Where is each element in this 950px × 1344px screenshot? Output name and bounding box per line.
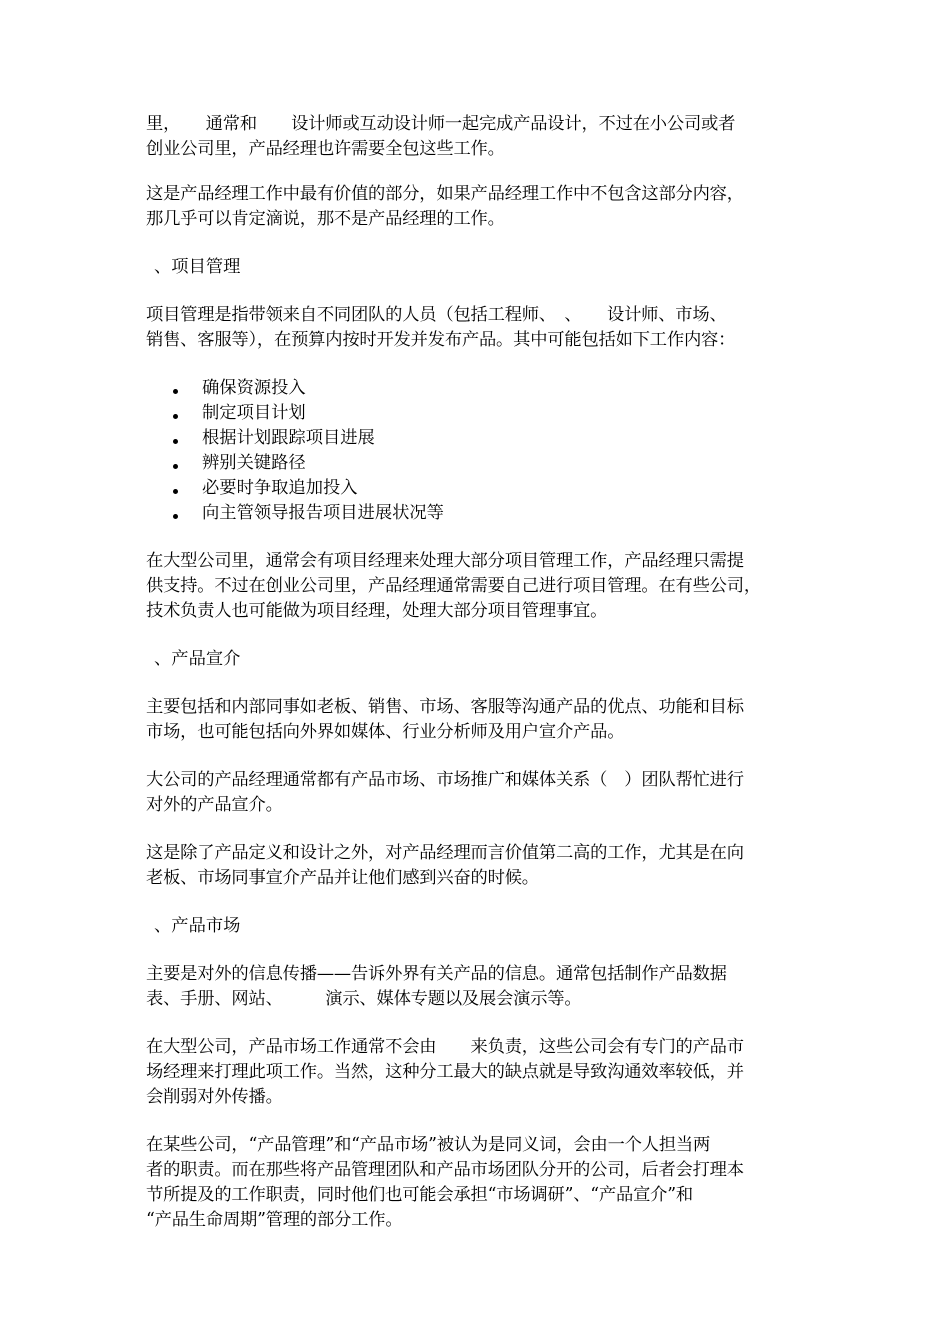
text-line: 主要包括和内部同事如老板、销售、市场、客服等沟通产品的优点、功能和目标 (146, 697, 744, 717)
text-line: 那几乎可以肯定滴说，那不是产品经理的工作。 (146, 209, 505, 229)
list-item: 制定项目计划 (146, 401, 812, 426)
list-item: 确保资源投入 (146, 376, 812, 401)
text-line: 销售、客服等），在预算内按时开发并发布产品。其中可能包括如下工作内容： (146, 330, 736, 350)
bullet-icon (173, 439, 178, 444)
text-line: 对外的产品宣介。 (146, 795, 283, 815)
paragraph-second-value (146, 841, 812, 891)
text-line: 会削弱对外传播。 (146, 1087, 283, 1107)
paragraph-project-management (146, 303, 812, 353)
text-line: “产品生命周期”管理的部分工作。 (146, 1210, 403, 1230)
section-heading-project-management: 、项目管理 (154, 257, 241, 277)
text-line: 这是产品经理工作中最有价值的部分，如果产品经理工作中不包含这部分内容， (146, 184, 744, 204)
task-list (146, 376, 812, 526)
list-item: 向主管领导报告项目进展状况等 (146, 501, 812, 526)
section-heading-product-evangelism: 、产品宣介 (154, 649, 241, 669)
paragraph-synonyms (146, 1133, 812, 1233)
paragraph-marketing-large (146, 1035, 812, 1110)
text-line: 项目管理是指带领来自不同团队的人员（包括工程师、 、 设计师、市场、 (146, 305, 727, 325)
text-line: 大公司的产品经理通常都有产品市场、市场推广和媒体关系（ ）团队帮忙进行 (146, 770, 744, 790)
text-line: 主要是对外的信息传播——告诉外界有关产品的信息。通常包括制作产品数据 (146, 964, 727, 984)
paragraph-design (146, 112, 812, 162)
bullet-icon (173, 414, 178, 419)
text-line: 在大型公司，产品市场工作通常不会由 来负责，这些公司会有专门的产品市 (146, 1037, 744, 1057)
section-heading-product-marketing: 、产品市场 (154, 916, 241, 936)
text-line: 老板、市场同事宣介产品并让他们感到兴奋的时候。 (146, 868, 539, 888)
paragraph-large-company (146, 549, 812, 624)
list-item: 必要时争取追加投入 (146, 476, 812, 501)
text-line: 者的职责。而在那些将产品管理团队和产品市场团队分开的公司，后者会打理本 (146, 1160, 744, 1180)
text-line: 技术负责人也可能做为项目经理，处理大部分项目管理事宜。 (146, 601, 608, 621)
document-page (146, 112, 812, 1233)
list-item: 根据计划跟踪项目进展 (146, 426, 812, 451)
text-line: 创业公司里，产品经理也许需要全包这些工作。 (146, 139, 505, 159)
paragraph-value (146, 182, 812, 232)
bullet-icon (173, 514, 178, 519)
paragraph-pr-team (146, 768, 812, 818)
bullet-icon (173, 464, 178, 469)
text-line: 表、手册、网站、 演示、媒体专题以及展会演示等。 (146, 989, 582, 1009)
text-line: 在大型公司里，通常会有项目经理来处理大部分项目管理工作，产品经理只需提 (146, 551, 744, 571)
text-line: 市场，也可能包括向外界如媒体、行业分析师及用户宣介产品。 (146, 722, 625, 742)
list-item: 辨别关键路径 (146, 451, 812, 476)
text-line: 场经理来打理此项工作。当然，这种分工最大的缺点就是导致沟通效率较低，并 (146, 1062, 744, 1082)
text-line: 供支持。不过在创业公司里，产品经理通常需要自己进行项目管理。在有些公司， (146, 576, 761, 596)
text-line: 节所提及的工作职责，同时他们也可能会承担“市场调研”、“产品宣介”和 (146, 1185, 693, 1205)
text-line: 在某些公司，“产品管理”和“产品市场”被认为是同义词，会由一个人担当两 (146, 1135, 711, 1155)
text-line: 里， 通常和 设计师或互动设计师一起完成产品设计，不过在小公司或者 (146, 114, 736, 134)
paragraph-evangelism (146, 695, 812, 745)
bullet-icon (173, 389, 178, 394)
paragraph-marketing (146, 962, 812, 1012)
text-line: 这是除了产品定义和设计之外，对产品经理而言价值第二高的工作，尤其是在向 (146, 843, 744, 863)
bullet-icon (173, 489, 178, 494)
